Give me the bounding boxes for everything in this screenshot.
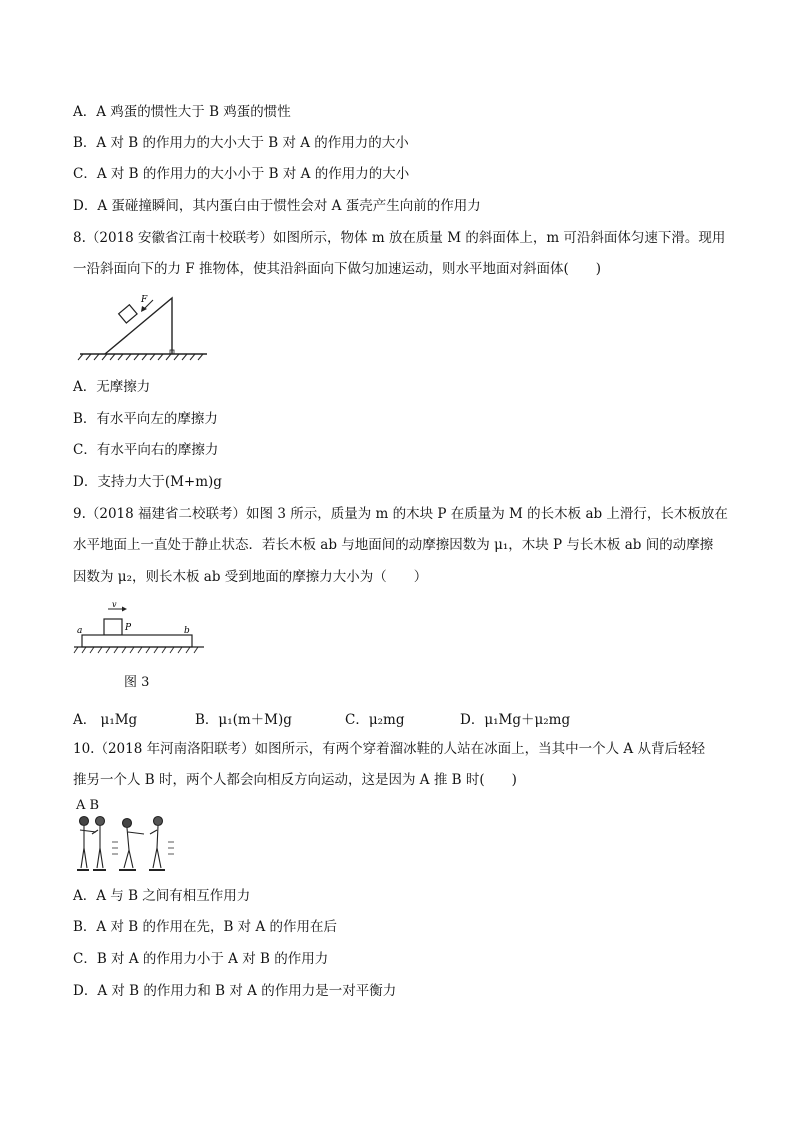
q10-option-d: D．A 对 B 的作用力和 B 对 A 的作用力是一对平衡力 bbox=[73, 983, 397, 999]
q7-option-c: C．A 对 B 的作用力的大小小于 B 对 A 的作用力的大小 bbox=[73, 166, 410, 182]
q8-option-b: B．有水平向左的摩擦力 bbox=[73, 411, 218, 427]
q10-option-c: C．B 对 A 的作用力小于 A 对 B 的作用力 bbox=[73, 951, 329, 967]
q8-stem-line-2: 一沿斜面向下的力 F 推物体，使其沿斜面向下做匀加速运动，则水平地面对斜面体( ) bbox=[73, 261, 601, 277]
q7-option-a: A．A 鸡蛋的惯性大于 B 鸡蛋的惯性 bbox=[73, 104, 291, 120]
q10-option-b: B．A 对 B 的作用在先，B 对 A 的作用在后 bbox=[73, 919, 338, 935]
q9-option-c: C．μ₂mg bbox=[345, 712, 405, 728]
skaters-figure bbox=[72, 812, 182, 876]
q9-option-b: B．μ₁(m＋M)g bbox=[195, 712, 292, 728]
q7-option-b: B．A 对 B 的作用力的大小大于 B 对 A 的作用力的大小 bbox=[73, 135, 409, 151]
board-block-figure bbox=[72, 602, 212, 662]
q8-option-a: A．无摩擦力 bbox=[73, 379, 151, 395]
q8-option-d: D．支持力大于(M+m)g bbox=[73, 474, 222, 490]
q9-option-d: D．μ₁Mg＋μ₂mg bbox=[460, 712, 571, 728]
q9-stem-line-1: 9.（2018 福建省二校联考）如图 3 所示，质量为 m 的木块 P 在质量为 M 的长木板 ab 上滑行，长木板放在 bbox=[73, 506, 728, 522]
q9-option-a: A． μ₁Mg bbox=[73, 712, 138, 728]
block-p-label: P bbox=[125, 623, 132, 633]
q8-option-c: C．有水平向右的摩擦力 bbox=[73, 442, 219, 458]
q10-stem-line-1: 10.（2018 年河南洛阳联考）如图所示，有两个穿着溜冰鞋的人站在冰面上，当其中一个人 A 从背后轻轻 bbox=[73, 741, 705, 757]
incline-figure bbox=[75, 292, 215, 362]
figure-3-caption: 图 3 bbox=[124, 675, 150, 690]
q7-option-d: D．A 蛋碰撞瞬间，其内蛋白由于惯性会对 A 蛋壳产生向前的作用力 bbox=[73, 198, 481, 214]
q9-stem-line-3: 因数为 μ₂，则长木板 ab 受到地面的摩擦力大小为（ ） bbox=[73, 569, 428, 585]
q9-stem-line-2: 水平地面上一直处于静止状态．若长木板 ab 与地面间的动摩擦因数为 μ₁，木块 P 与长木板 ab 间的动摩擦 bbox=[73, 537, 714, 553]
force-label: F bbox=[141, 295, 148, 305]
skaters-ab-label: A B bbox=[76, 798, 100, 813]
q10-stem-line-2: 推另一个人 B 时，两个人都会向相反方向运动，这是因为 A 推 B 时( ) bbox=[73, 772, 517, 788]
q10-option-a: A．A 与 B 之间有相互作用力 bbox=[73, 888, 251, 904]
board-end-a-label: a bbox=[77, 626, 83, 636]
board-ab bbox=[82, 635, 192, 647]
velocity-label: v bbox=[112, 602, 117, 609]
q8-stem-line-1: 8.（2018 安徽省江南十校联考）如图所示，物体 m 放在质量 M 的斜面体上，m 可沿斜面体匀速下滑。现用 bbox=[73, 230, 726, 246]
board-end-b-label: b bbox=[184, 626, 190, 636]
block-p bbox=[104, 619, 122, 635]
